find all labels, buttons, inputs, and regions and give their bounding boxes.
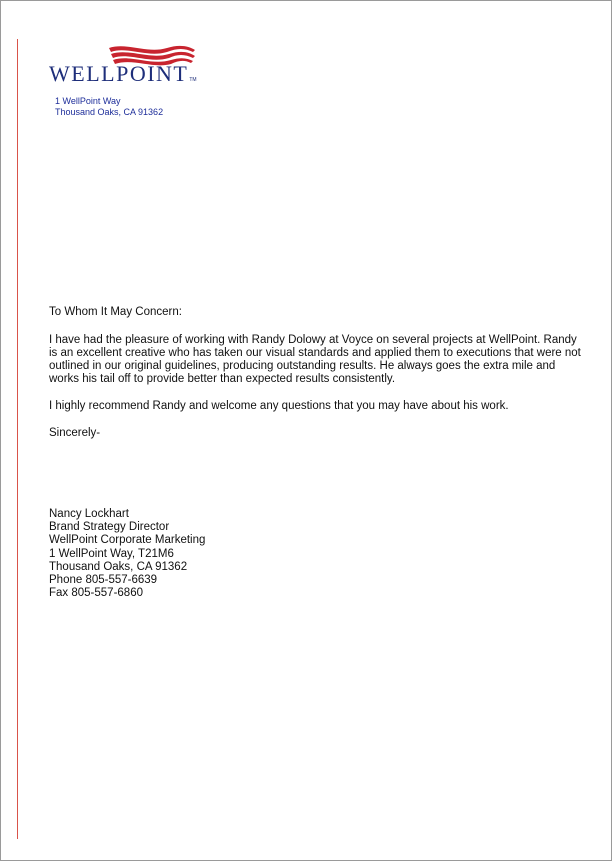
logo-wordmark xyxy=(49,62,197,92)
signer-phone: Phone 805-557-6639 xyxy=(49,574,158,587)
salutation: To Whom It May Concern: xyxy=(49,306,182,318)
wellpoint-logo xyxy=(49,42,219,86)
signer-city: Thousand Oaks, CA 91362 xyxy=(49,560,188,573)
signer-department: WellPoint Corporate Marketing xyxy=(49,534,206,547)
logo-text: WELLPOINT xyxy=(49,61,189,86)
logo-trademark: TM xyxy=(189,77,197,83)
signer-title: Brand Strategy Director xyxy=(49,521,170,534)
signer-fax: Fax 805-557-6860 xyxy=(49,587,143,600)
signer-street: 1 WellPoint Way, T21M6 xyxy=(49,547,174,560)
letterhead-address xyxy=(55,96,163,118)
signature-block xyxy=(49,508,205,600)
body-paragraph: I highly recommend Randy and welcome any questions that you may have about his work. xyxy=(49,400,509,412)
address-line: Thousand Oaks, CA 91362 xyxy=(55,107,164,117)
margin-rule xyxy=(17,39,18,839)
letter-body xyxy=(49,306,584,440)
closing: Sincerely- xyxy=(49,427,101,439)
address-line: 1 WellPoint Way xyxy=(55,96,121,106)
signer-name: Nancy Lockhart xyxy=(49,508,129,520)
body-paragraph: I have had the pleasure of working with Randy Dolowy at Voyce on several projects at WellPoint. Randy is an excellent creative who has taken our visual standards and applied them to executions that were not outlined in our original guidelines, producing outstanding results. He always goes the extra mile and works his tail off to provide better than expected results consistently. xyxy=(49,334,581,385)
